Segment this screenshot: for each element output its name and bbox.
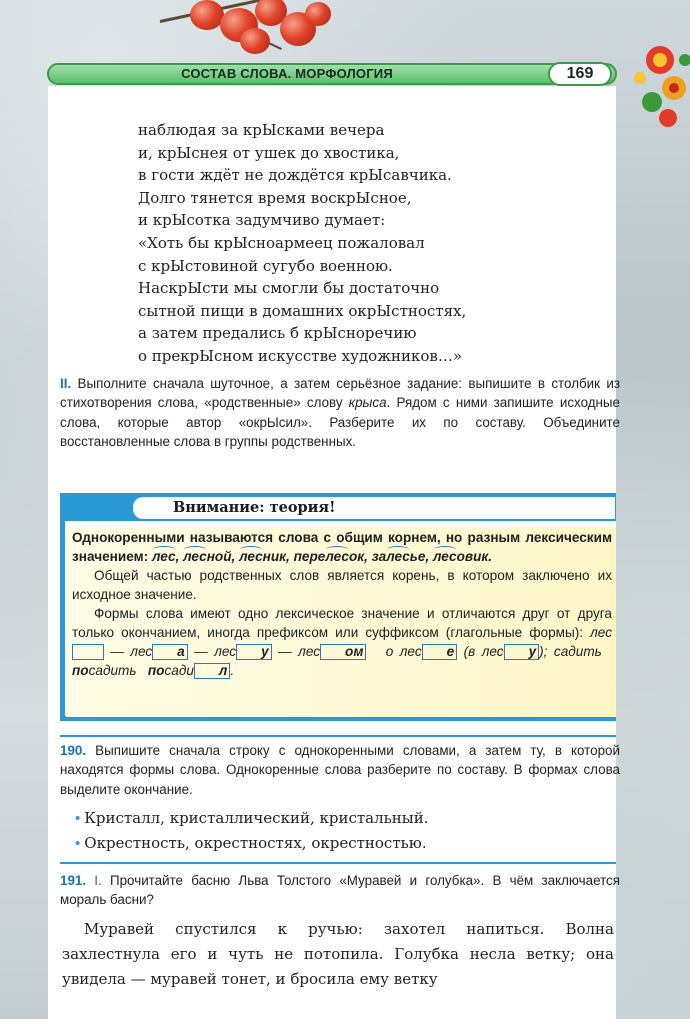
page-number: 169: [548, 62, 612, 86]
poem-line: и, крЫснея от ушек до хвостика,: [138, 143, 400, 162]
poem-line: «Хоть бы крЫсноармеец пожаловал: [138, 233, 425, 252]
ending-box: а: [152, 644, 188, 660]
task-2-number: II.: [60, 376, 72, 391]
poem-line: Долго тянется время воскрЫсное,: [138, 188, 412, 207]
bullet-icon: •: [75, 835, 81, 852]
poem-line: наблюдая за крЫсками вечера: [138, 121, 385, 139]
theory-paragraph-forms: Формы слова имеют одно лексическое значение и отличаются друг от друга только окончанием, иногда префиксом или суффиксом (глагольные формы): лес — лес а — лес у — лес ом о лес е (в лес у ); садить посадить посади л .: [72, 606, 612, 678]
list-item: • Окрестность, окрестностях, окрестностью.: [75, 834, 427, 852]
fable-text: Муравей спустился к ручью: захотел напиться. Волна захлестнула его и чуть не потопила. Голубка несла ветку; она увидела — муравей тонет, и бросила ему ветку: [62, 920, 614, 988]
exercise-190-list: [75, 806, 429, 856]
theory-heading: Внимание: теория!: [133, 497, 615, 519]
ending-box: у: [504, 644, 540, 660]
bullet-icon: •: [75, 810, 81, 827]
poem-line: а затем предались б крЫсноречию: [138, 324, 417, 343]
theory-text: Однокоренными называются слова с общим корнем, но разным лексическим значением: лес, лесной, лесник, перелесок, залесье, лесовик. Общей частью родственных слов является корень, в котором заключено их исходное значение. Формы слова имеют одно лексическое значение и отличаются друг от друга только окончанием, иногда префиксом или суффиксом (глагольные формы): лес — лес а — лес у — лес ом о лес е (в лес у ); садить посадить посади л .: [72, 530, 612, 678]
section-header-bar: [47, 63, 617, 85]
poem-line: о прекрЫсном искусстве художников…»: [138, 346, 463, 365]
exercise-190-number: 190.: [60, 743, 87, 758]
theory-paragraph-root: Общей частью родственных слов является корень, в котором заключено их исходное значение.: [72, 568, 612, 602]
task-2-text: II. Выполните сначала шуточное, а затем серьёзное задание: выпишите в столбик из стихотворения слова, «родственные» слову крыса. Рядом с ними запишите исходные слова, которые автор «окрЫсил». Разберите их по составу. Объедините восстановленные слова в группы родственных.: [60, 376, 621, 450]
poem-line: и крЫсотка задумчиво думает:: [138, 211, 386, 230]
poem-block: [138, 119, 466, 368]
ending-box: ом: [320, 644, 366, 660]
poem-line: с крЫстовиной сугубо военною.: [138, 256, 393, 275]
poem-line: сытной пищи в домашних окрЫстностях,: [138, 301, 467, 320]
keyword-italic: крыса: [348, 395, 387, 411]
exercise-191-text: 191. I. Прочитайте басню Льва Толстого «Муравей и голубка». В чём заключается мораль басни?: [60, 873, 620, 908]
poem-line: в гости ждёт не дождётся крЫсавчика.: [138, 166, 452, 185]
exercise-191-number: 191.: [60, 873, 87, 888]
exercise-190-text: 190. Выпишите сначала строку с однокоренными словами, а затем ту, в которой находятся формы слова. Однокоренные слова разберите по составу. В формах слова выделите окончание.: [60, 743, 620, 797]
ending-box: л: [194, 663, 230, 679]
ending-box: у: [236, 644, 272, 660]
empty-ending-box: [72, 644, 104, 660]
poem-line: НаскрЫсти мы смогли бы достаточно: [138, 279, 440, 298]
list-item: • Кристалл, кристаллический, кристальный.: [75, 809, 429, 827]
rowan-berries-photo: [140, 0, 340, 60]
ending-box: е: [422, 644, 458, 660]
divider: [60, 862, 616, 864]
folk-ornament-decoration: [630, 40, 690, 130]
section-title: СОСТАВ СЛОВА. МОРФОЛОГИЯ: [181, 66, 393, 81]
divider: [60, 735, 616, 737]
definition-text: Однокоренными называются слова с общим корнем, но разным лексическим значением:: [72, 530, 612, 564]
